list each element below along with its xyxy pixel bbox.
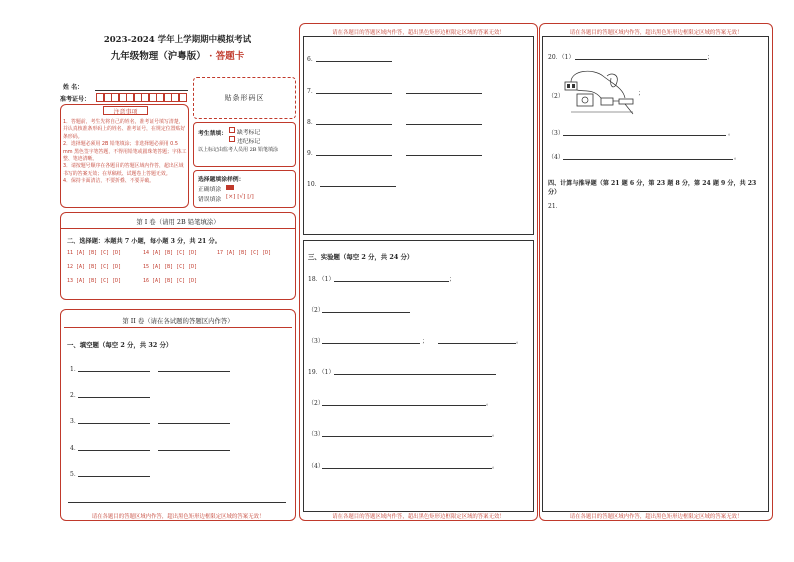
fill-example-label: 选择题填涂样例：	[198, 177, 245, 183]
q9-blank-1[interactable]	[316, 155, 392, 156]
q5-blank-2[interactable]	[68, 502, 286, 503]
q20-2-label: （2）	[548, 93, 564, 100]
q18-3-mid: ；	[422, 338, 429, 345]
notice-list	[63, 119, 187, 186]
notice-item: 1．答题前，考生先将自己的姓名，准考证号填写清楚，并认真核准条形码上的姓名、准考证号，在规定位置贴好条形码。	[63, 119, 186, 140]
col3-top-warning: 请在各题目的答题区域内作答，超出黑色矩形边框限定区域的答案无效！	[569, 30, 743, 36]
q10-label: 10．	[307, 181, 321, 188]
part2-heading: 第 II 卷（请在各试题的答题区内作答）	[122, 317, 234, 325]
col3-bottom-warning: 请在各题目的答题区域内作答，超出黑色矩形边框限定区域的答案无效！	[569, 514, 743, 520]
name-label: 姓 名：	[63, 84, 84, 91]
q3-label: 3．	[70, 418, 80, 425]
q6-label: 6．	[307, 56, 317, 63]
q19-1-label: 19．（1）	[308, 369, 335, 376]
answer-card-tag: 答题卡	[215, 51, 245, 62]
fill-section-title: 一、填空题（每空 2 分，共 32 分）	[67, 341, 173, 349]
q21-label: 21．	[548, 203, 562, 210]
q19-3-blank[interactable]	[322, 436, 492, 437]
col2-bottom-warning: 请在各题目的答题区域内作答，超出黑色矩形边框限定区域的答案无效！	[332, 514, 505, 520]
q19-2-label: （2）	[308, 400, 324, 407]
choice-q14[interactable]: 14 [A] [B] [C] [D]	[143, 250, 198, 256]
q8-blank-2[interactable]	[406, 124, 482, 125]
wrong-fill-marks: [×] [√] [/]	[226, 194, 254, 200]
q20-1-end: ；	[707, 54, 714, 61]
notice-item: 2．选择题必须用 2B 铅笔填涂；非选择题必须用 0.5 mm 黑色签字笔答题，不得用铅笔或圆珠笔答题；字体工整、笔迹清晰。	[63, 141, 187, 163]
q20-3-end: 。	[728, 130, 735, 137]
q18-2-label: （2）	[308, 307, 324, 314]
q18-3-blank-2[interactable]	[438, 343, 516, 344]
q18-3-end: 。	[516, 338, 523, 345]
violation-mark-label: 违纪标记	[237, 139, 261, 145]
absent-mark-label: 缺考标记	[237, 130, 261, 136]
q9-label: 9．	[307, 150, 317, 157]
q5-label: 5．	[70, 471, 80, 478]
exam-title: 2023-2024 学年上学期期中模拟考试	[103, 35, 252, 45]
q4-blank-1[interactable]	[78, 450, 150, 451]
q18-3-blank-1[interactable]	[322, 343, 420, 344]
calc-section-title: 四、计算与推导题（第 21 题 6 分，第 23 题 8 分，第 24 题 9 分，共 23 分）	[548, 180, 757, 196]
exam-status-note: 以上标记由监考人员用 2B 铅笔填涂	[198, 147, 279, 153]
q19-4-blank[interactable]	[322, 468, 492, 469]
q7-blank-1[interactable]	[316, 93, 392, 94]
q19-2-blank[interactable]	[322, 405, 486, 406]
circuit-diagram	[563, 68, 639, 118]
exam-status-label: 考生禁填：	[198, 131, 227, 137]
correct-fill-label: 正确填涂	[198, 187, 222, 193]
q6-blank-1[interactable]	[316, 61, 392, 62]
correct-fill-mark	[226, 185, 234, 190]
q20-2-end: ；	[638, 90, 645, 97]
q4-blank-2[interactable]	[158, 450, 230, 451]
q20-4-end: 。	[734, 154, 741, 161]
choice-q13[interactable]: 13 [A] [B] [C] [D]	[67, 278, 122, 284]
q3-blank-2[interactable]	[158, 423, 230, 424]
q4-label: 4．	[70, 445, 80, 452]
q19-3-label: （3）	[308, 431, 324, 438]
q20-4-label: （4）	[548, 154, 564, 161]
q18-1-label: 18．（1）	[308, 276, 335, 283]
violation-checkbox[interactable]	[229, 136, 235, 142]
col2-box-a	[303, 36, 534, 235]
col2-top-warning: 请在各题目的答题区域内作答，超出黑色矩形边框限定区域的答案无效！	[332, 30, 505, 36]
part2-divider	[64, 327, 292, 328]
q18-3-label: （3）	[308, 338, 324, 345]
q19-2-end: 。	[486, 400, 493, 407]
q18-1-end: ；	[449, 276, 456, 283]
q7-blank-2[interactable]	[406, 93, 482, 94]
q9-blank-2[interactable]	[406, 155, 482, 156]
q19-4-end: 。	[492, 463, 499, 470]
wrong-fill-label: 错误填涂	[198, 197, 222, 203]
subtitle-separator: ·	[209, 51, 213, 62]
part1-heading: 第 I 卷（请用 2B 铅笔填涂）	[136, 218, 220, 226]
choice-q17[interactable]: 17 [A] [B] [C] [D]	[217, 250, 272, 256]
exam-subtitle	[70, 48, 285, 62]
absent-checkbox[interactable]	[229, 127, 235, 133]
q10-blank-1[interactable]	[320, 186, 396, 187]
ticket-number-boxes[interactable]	[96, 93, 186, 102]
notice-item: 3．请按题号顺序在各题目的答题区域内作答，超出区域书写的答案无效；在草稿纸、试题卷上答题无效。	[63, 163, 184, 177]
q19-4-label: （4）	[308, 463, 324, 470]
q20-3-label: （3）	[548, 130, 564, 137]
q19-3-end: 。	[492, 431, 499, 438]
choice-section-title: 二、选择题：本题共 7 小题，每小题 3 分，共 21 分。	[67, 238, 221, 245]
q19-1-blank[interactable]	[334, 374, 496, 375]
q1-label: 1．	[70, 366, 80, 373]
q7-label: 7．	[307, 88, 317, 95]
choice-q12[interactable]: 12 [A] [B] [C] [D]	[67, 264, 122, 270]
q5-blank-1[interactable]	[78, 476, 150, 477]
q8-blank-1[interactable]	[316, 124, 392, 125]
q2-blank-1[interactable]	[78, 397, 150, 398]
q20-1-blank[interactable]	[575, 59, 707, 60]
notice-heading: 注意事项	[113, 109, 138, 116]
choice-q16[interactable]: 16 [A] [B] [C] [D]	[143, 278, 198, 284]
q18-1-blank[interactable]	[334, 281, 449, 282]
subject-name: 九年级物理（沪粤版）	[110, 51, 206, 62]
q1-blank-2[interactable]	[158, 371, 230, 372]
q8-label: 8．	[307, 119, 317, 126]
choice-q15[interactable]: 15 [A] [B] [C] [D]	[143, 264, 198, 270]
ticket-label: 准考证号：	[60, 96, 91, 103]
q20-3-blank[interactable]	[563, 135, 726, 136]
q18-2-blank[interactable]	[322, 312, 410, 313]
name-field[interactable]	[95, 90, 188, 91]
q3-blank-1[interactable]	[78, 423, 150, 424]
q2-label: 2．	[70, 392, 80, 399]
col1-bottom-warning: 请在各题目的答题区域内作答，超出黑色矩形边框限定区域的答案无效！	[91, 514, 265, 520]
experiment-section-title: 三、实验题（每空 2 分，共 24 分）	[308, 253, 414, 261]
q20-1-label: 20．（1）	[548, 54, 575, 61]
q20-4-blank[interactable]	[563, 159, 733, 160]
notice-item: 4．保持卡面清洁，不要折叠、不要弄破。	[63, 178, 155, 185]
part1-divider	[60, 228, 296, 229]
q1-blank-1[interactable]	[78, 371, 150, 372]
choice-q11[interactable]: 11 [A] [B] [C] [D]	[67, 250, 122, 256]
barcode-label: 贴条形码区	[224, 94, 265, 102]
